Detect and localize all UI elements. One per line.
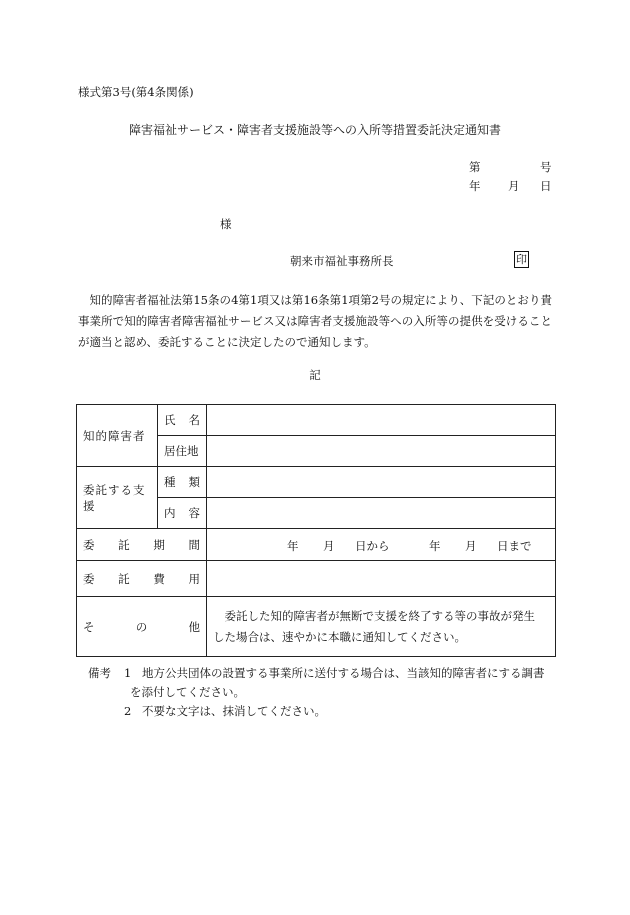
document-number-suffix: 号	[540, 160, 552, 174]
residence-value	[207, 436, 556, 467]
name-value	[207, 405, 556, 436]
notes-heading: 備考	[88, 666, 111, 680]
details-table	[76, 404, 556, 657]
row-label-residence: 居住地	[158, 436, 207, 467]
seal-mark: 印	[516, 253, 527, 266]
fee-value	[207, 561, 556, 597]
row-label-fee: 委 託 費 用	[77, 561, 207, 597]
addressee-suffix: 様	[220, 217, 232, 231]
row-label-name: 氏 名	[158, 405, 207, 436]
table-row	[77, 529, 556, 561]
document-number-prefix: 第	[469, 160, 481, 174]
body-paragraph: 知的障害者福祉法第15条の4第1項又は第16条第1項第2号の規定により、下記のとおり貴事業所で知的障害者障害福祉サービス又は障害者支援施設等への入所等の提供を受けることが適当と認め、委託することに決定したので通知します。	[78, 293, 552, 349]
sender-name: 朝来市福祉事務所長	[290, 254, 394, 268]
note-number: 2	[124, 704, 132, 718]
note-number: 1	[124, 666, 132, 680]
row-label-other: そ の 他	[77, 597, 207, 657]
group-label-person: 知的障害者	[77, 405, 158, 467]
group-label-support: 委託する支援	[77, 467, 158, 529]
issue-date-month: 月	[508, 179, 520, 193]
content-value	[207, 498, 556, 529]
document-title: 障害福祉サービス・障害者支援施設等への入所等措置委託決定通知書	[128, 123, 501, 137]
issue-date-year: 年	[469, 179, 481, 193]
ki-heading: 記	[309, 368, 321, 382]
table-row	[77, 561, 556, 597]
row-label-content: 内 容	[158, 498, 207, 529]
note-text-continued: を添付してください。	[130, 685, 245, 699]
note-text: 地方公共団体の設置する事業所に送付する場合は、当該知的障害者にする調書	[142, 666, 545, 680]
form-number: 様式第3号(第4条関係)	[78, 85, 194, 99]
notes-section	[88, 664, 545, 721]
row-label-period: 委 託 期 間	[77, 529, 207, 561]
other-value: 委託した知的障害者が無断で支援を終了する等の事故が発生 した場合は、速やかに本職に通知してください。	[207, 597, 556, 657]
table-row	[77, 405, 556, 436]
issue-date-day: 日	[540, 179, 552, 193]
row-label-type: 種 類	[158, 467, 207, 498]
table-row	[77, 467, 556, 498]
note-text: 不要な文字は、抹消してください。	[142, 704, 326, 718]
table-row	[77, 597, 556, 657]
type-value	[207, 467, 556, 498]
period-value: 年 月 日から 年 月 日まで	[207, 529, 556, 561]
